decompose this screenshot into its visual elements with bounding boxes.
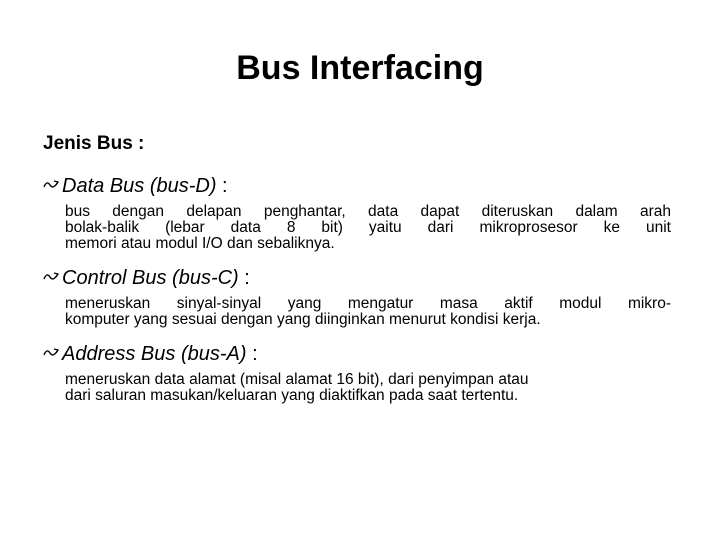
item-title — [43, 172, 683, 200]
wave-bullet-icon — [43, 347, 59, 359]
item-colon: : — [238, 267, 250, 289]
slide-title: Bus Interfacing — [236, 49, 484, 87]
description-line: meneruskan data alamat (misal alamat 16 bit), dari penyimpan atau — [65, 371, 529, 388]
list-item-control-bus — [43, 264, 683, 328]
item-name: Data Bus (bus-D) — [62, 175, 217, 197]
item-description — [65, 204, 671, 252]
item-name: Control Bus (bus-C) — [62, 267, 239, 289]
description-line: komputer yang sesuai dengan yang diinginkan menurut kondisi kerja. — [65, 311, 541, 328]
item-title — [43, 340, 683, 368]
item-name: Address Bus (bus-A) — [62, 343, 247, 365]
wave-bullet-icon — [43, 179, 59, 191]
slide-content — [43, 130, 683, 416]
item-description — [65, 296, 671, 328]
item-description — [65, 372, 671, 404]
list-item-address-bus — [43, 340, 683, 404]
description-line: memori atau modul I/O dan sebaliknya. — [65, 235, 335, 252]
item-title — [43, 264, 683, 292]
description-line: dari saluran masukan/keluaran yang diaktifkan pada saat tertentu. — [65, 387, 519, 404]
item-colon: : — [246, 343, 258, 365]
list-item-data-bus — [43, 172, 683, 252]
description-line: meneruskan sinyal-sinyal yang mengatur masa aktif modul mikro- — [65, 295, 671, 312]
description-line: bolak-balik (lebar data 8 bit) yaitu dari mikroprosesor ke unit — [65, 219, 671, 236]
item-colon: : — [216, 175, 228, 197]
section-heading: Jenis Bus : — [43, 133, 145, 154]
wave-bullet-icon — [43, 271, 59, 283]
description-line: bus dengan delapan penghantar, data dapat diteruskan dalam arah — [65, 203, 671, 220]
